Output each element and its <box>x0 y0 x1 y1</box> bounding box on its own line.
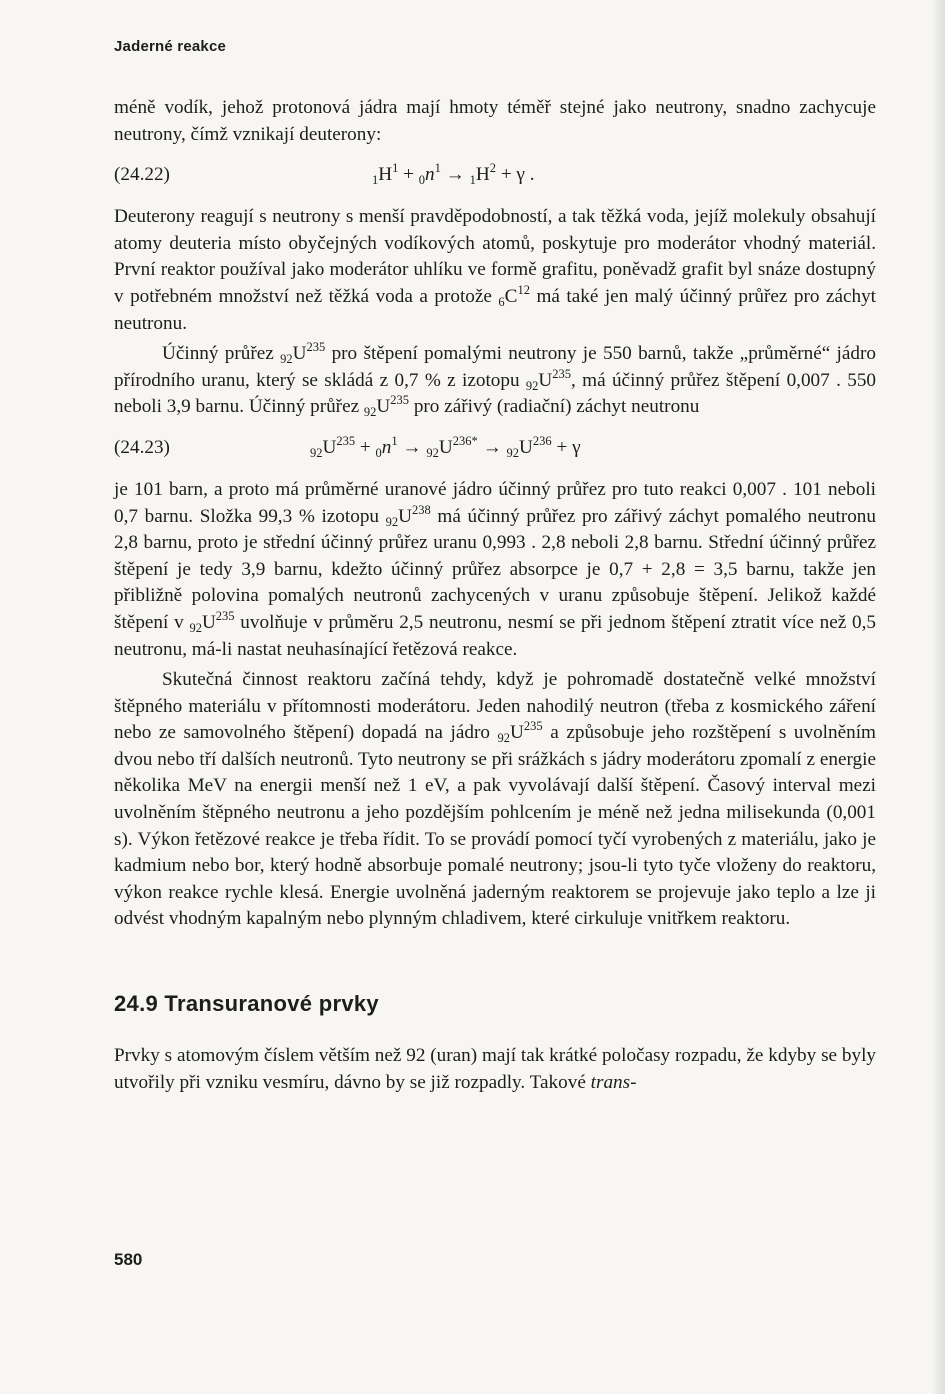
paragraph-1: méně vodík, jehož protonová jádra mají hmoty téměř stejné jako neutrony, snadno zachycuje neutrony, čímž vznikají deuterony: <box>114 97 876 145</box>
page-number: 580 <box>114 1250 143 1269</box>
equation-number: (24.22) <box>114 164 170 186</box>
paragraph-2: Deuterony reagují s neutrony s menší pravděpodobností, a tak těžká voda, jejíž molekuly obsahují atomy deuteria místo obyčejných vodíkových atomů, poskytuje pro moderátor vhodný materiál. První reaktor používal jako moderátor uhlíku ve formě grafitu, poněvadž grafit byl snáze dostupný v potřebném množství než těžká voda a protože $_6C^{12}$ má také jen malý účinný průřez pro záchyt neutronu. <box>114 206 876 334</box>
section-heading: 24.9 Transuranové prvky <box>114 991 379 1017</box>
running-head: Jaderné reakce <box>114 38 227 55</box>
page-body <box>114 95 876 1096</box>
equation-24-22 <box>114 162 876 188</box>
page-edge-shadow <box>931 0 945 1394</box>
equation-number: (24.23) <box>114 436 170 458</box>
equation-24-23 <box>114 435 876 461</box>
equation-body: $_{92}U^{235} + _0n^1 \to _{92}U^{236*} \to _{92}U^{236} + \gamma$ <box>310 433 581 460</box>
paragraph-6: Prvky s atomovým číslem větším než 92 (uran) mají tak krátké poločasy rozpadu, že kdyby se byly utvořily při vzniku vesmíru, dávno by se již rozpadly. Takové trans- <box>114 1045 876 1093</box>
paragraph-4: je 101 barn, a proto má průměrné uranové jádro účinný průřez pro tuto reakci 0,007 . 101 neboli 0,7 barnu. Složka 99,3 % izotopu $_{92}U^{238}$ má účinný průřez pro zářivý záchyt pomalého neutronu 2,8 barnu, proto je střední účinný průřez uranu 0,993 . 2,8 neboli 2,8 barnu. Střední účinný průřez štěpení je tedy 3,9 barnu, kdežto účinný průřez absorpce je 0,7 + 2,8 = 3,5 barnu, takže jen přibližně polovina pomalých neutronů zachycených v uranu způsobuje štěpení. Jelikož každé štěpení v $_{92}U^{235}$ uvolňuje v průměru 2,5 neutronu, nesmí se při jednom štěpení ztratit více než 0,5 neutronu, má-li nastat neuhasínající řetězová reakce. <box>114 478 876 660</box>
paragraph-5: Skutečná činnost reaktoru začíná tehdy, když je pohromadě dostatečně velké množství štěpného materiálu v přítomnosti moderátoru. Jeden nahodilý neutron (třeba z kosmického záření nebo ze samovolného štěpení) dopadá na jádro $_{92}U^{235}$ a způsobuje jeho rozštěpení s uvolněním dvou nebo tří dalších neutronů. Tyto neutrony se při srážkách s jádry moderátoru zpomalí z energie několika MeV na energii menší než 1 eV, a pak vyvolávají další štěpení. Časový interval mezi uvolněním štěpného neutronu a jeho pozdějším pohlcením je méně než jedna milisekunda (0,001 s). Výkon řetězové reakce je třeba řídit. To se provádí pomocí tyčí vyrobených z materiálu, jako je kadmium nebo bor, který hodně absorbuje pomalé neutrony; jsou-li tyto tyče vloženy do reaktoru, výkon reakce rychle klesá. Energie uvolněná jaderným reaktorem se projevuje jako teplo a lze ji odvést vhodným kapalným nebo plynným chladivem, které cirkuluje vnitřkem reaktoru. <box>114 669 876 930</box>
equation-body: $_1H^1 + _0n^1 \to _1H^2 + \gamma$ . <box>372 161 535 188</box>
paragraph-3: Účinný průřez $_{92}U^{235}$ pro štěpení pomalými neutrony je 550 barnů, takže „průměrné“ jádro přírodního uranu, který se skládá z 0,7 % z izotopu $_{92}U^{235}$, má účinný průřez štěpení 0,007 . 550 neboli 3,9 barnu. Účinný průřez $_{92}U^{235}$ pro zářivý (radiační) záchyt neutronu <box>114 340 877 420</box>
